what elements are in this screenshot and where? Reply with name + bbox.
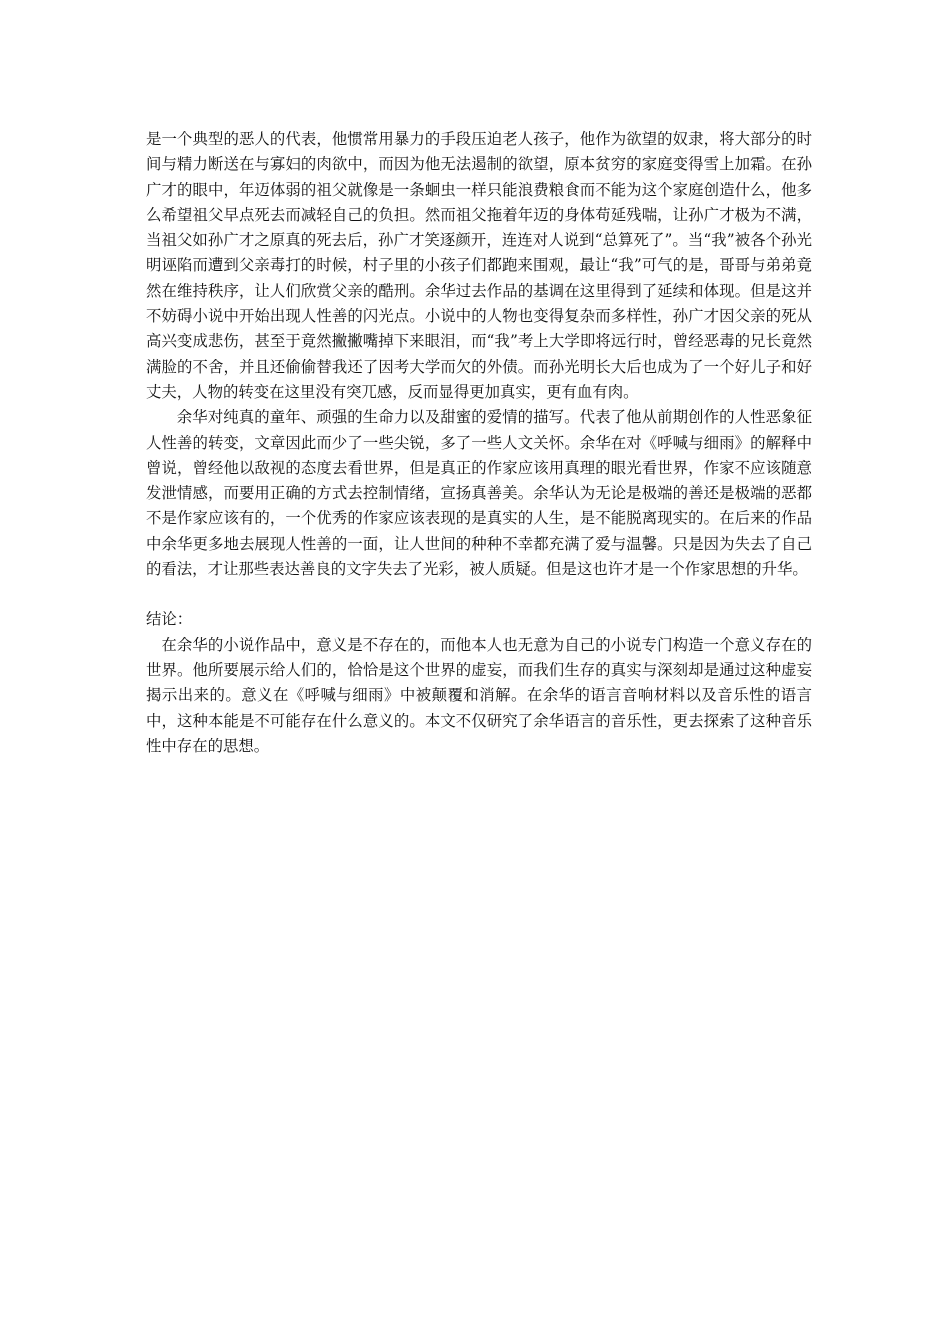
conclusion-paragraph: 在余华的小说作品中，意义是不存在的，而他本人也无意为自己的小说专门构造一个意义存在的世界。他所要展示给人们的，恰恰是这个世界的虚妄，而我们生存的真实与深刻却是通过这种虚妄揭示出来的。意义在《呼喊与细雨》中被颠覆和消解。在余华的语言音响材料以及音乐性的语言中，这种本能是不可能存在什么意义的。本文不仅研究了余华语言的音乐性，更去探索了这种音乐性中存在的思想。	[146, 635, 812, 755]
document-body	[146, 127, 812, 759]
body-paragraph-2: 余华对纯真的童年、顽强的生命力以及甜蜜的爱情的描写。代表了他从前期创作的人性恶象征人性善的转变，文章因此而少了一些尖锐，多了一些人文关怀。余华在对《呼喊与细雨》的解释中曾说，曾经他以敌视的态度去看世界，但是真正的作家应该用真理的眼光看世界，作家不应该随意发泄情感，而要用正确的方式去控制情绪，宣扬真善美。余华认为无论是极端的善还是极端的恶都不是作家应该有的，一个优秀的作家应该表现的是真实的人生，是不能脱离现实的。在后来的作品中余华更多地去展现人性善的一面，让人世间的种种不幸都充满了爱与温馨。只是因为失去了自己的看法，才让那些表达善良的文字失去了光彩，被人质疑。但是这也许才是一个作家思想的升华。	[146, 408, 812, 579]
body-paragraph-1: 是一个典型的恶人的代表，他惯常用暴力的手段压迫老人孩子，他作为欲望的奴隶，将大部分的时间与精力断送在与寡妇的肉欲中，而因为他无法遏制的欲望，原本贫穷的家庭变得雪上加霜。在孙广才的眼中，年迈体弱的祖父就像是一条蛔虫一样只能浪费粮食而不能为这个家庭创造什么，他多么希望祖父早点死去而减轻自己的负担。然而祖父拖着年迈的身体苟延残喘，让孙广才极为不满，当祖父如孙广才之原真的死去后，孙广才笑逐颜开，连连对人说到“总算死了”。当“我”被各个孙光明诬陷而遭到父亲毒打的时候，村子里的小孩子们都跑来围观，最让“我”可气的是，哥哥与弟弟竟然在维持秩序，让人们欣赏父亲的酷刑。余华过去作品的基调在这里得到了延续和体现。但是这并不妨碍小说中开始出现人性善的闪光点。小说中的人物也变得复杂而多样性，孙广才因父亲的死从高兴变成悲伤，甚至于竟然撇撇嘴掉下来眼泪，而“我”考上大学即将远行时，曾经恶毒的兄长竟然满脸的不舍，并且还偷偷替我还了因考大学而欠的外债。而孙光明长大后也成为了一个好儿子和好丈夫，人物的转变在这里没有突兀感，反而显得更加真实，更有血有肉。	[146, 130, 812, 401]
paragraph-spacer	[146, 582, 812, 607]
conclusion-heading: 结论：	[146, 610, 193, 629]
